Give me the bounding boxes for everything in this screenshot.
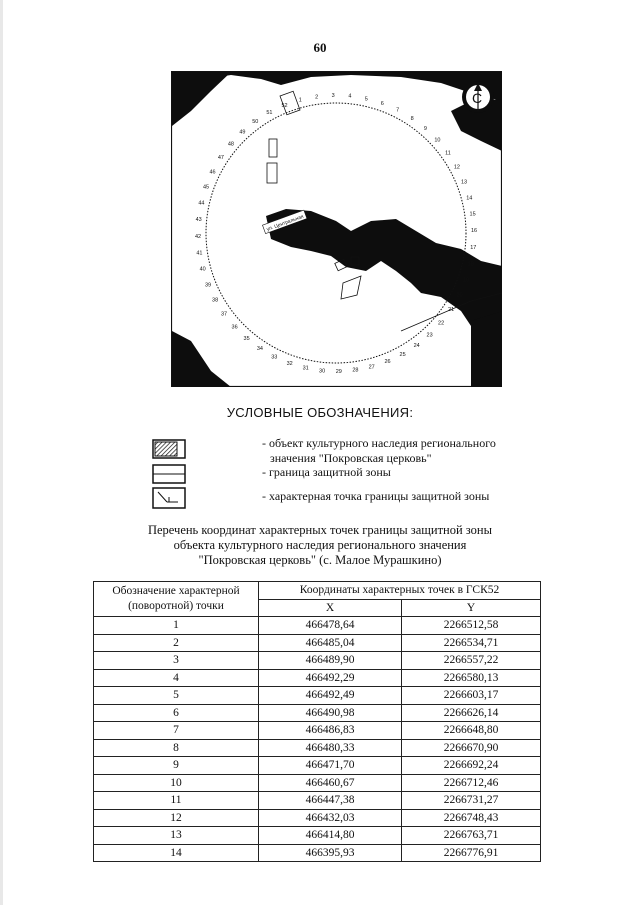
boundary-point-label: 25 [399,351,406,358]
boundary-point-label: 28 [352,367,359,374]
boundary-point-label: 18 [467,261,474,268]
table-cell-n: 4 [94,669,259,687]
page-number: 60 [313,40,327,55]
boundary-point-label: 46 [209,169,216,176]
table-row [94,722,541,740]
boundary-point-label: 41 [196,250,203,257]
table-cell-n: 10 [94,774,259,792]
table-row [94,757,541,775]
boundary-point-label: 22 [438,320,445,327]
table-cell-x: 466414,80 [259,827,402,845]
table-cell-x: 466447,38 [259,792,402,810]
coordinates-list-title [0,523,640,568]
table-cell-n: 6 [94,704,259,722]
boundary-point-label: 21 [448,307,455,314]
table-row [94,704,541,722]
table-cell-y: 2266763,71 [402,827,541,845]
boundary-point-label: 32 [286,361,293,367]
boundary-point-label: 27 [368,364,375,371]
boundary-point-label: 9 [423,125,427,132]
boundary-point-label: 30 [319,368,326,375]
boundary-point-label: 49 [239,129,246,136]
boundary-point-label: 31 [302,365,309,372]
table-cell-x: 466492,49 [259,687,402,705]
legend-text: значения "Покровская церковь" [270,451,432,465]
table-cell-n: 8 [94,739,259,757]
legend-text: - характерная точка границы защитной зоны [262,489,490,503]
table-cell-y: 2266512,58 [402,617,541,635]
list-title-line: Перечень координат характерных точек границы защитной зоны [147,523,493,537]
table-cell-n: 13 [94,827,259,845]
table-cell-x: 466486,83 [259,722,402,740]
table-cell-n: 14 [94,844,259,862]
table-cell-y: 2266712,46 [402,774,541,792]
coordinates-table-body [94,617,541,862]
table-row [94,827,541,845]
legend-text: - граница защитной зоны [262,465,391,479]
table-cell-n: 3 [94,652,259,670]
table-cell-n: 5 [94,687,259,705]
header-x: X [259,599,402,617]
boundary-point-label: 50 [252,119,259,125]
boundary-point-icon [152,487,186,509]
boundary-point-label: 35 [243,336,250,343]
boundary-point-label: 37 [220,311,228,318]
table-cell-n: 9 [94,757,259,775]
boundary-point-label: 33 [271,354,278,361]
svg-text:ул. Центральная: ул. Центральная [265,213,305,233]
table-cell-n: 7 [94,722,259,740]
boundary-point-label: 39 [204,282,212,289]
boundary-point-label: 52 [281,103,288,109]
boundary-point-label: 5 [364,96,368,103]
table-cell-x: 466480,33 [259,739,402,757]
table-row [94,844,541,862]
boundary-point-label: 44 [198,200,205,207]
table-cell-y: 2266626,14 [402,704,541,722]
header-text: Обозначение характерной [112,585,240,597]
table-cell-x: 466471,70 [259,757,402,775]
boundary-point-label: 24 [413,343,420,349]
table-cell-y: 2266692,24 [402,757,541,775]
boundary-point-label: 45 [202,184,210,191]
table-cell-y: 2266748,43 [402,809,541,827]
boundary-point-label: 15 [469,211,476,218]
table-cell-x: 466489,90 [259,652,402,670]
coordinates-table [93,581,541,862]
legend-title: УСЛОВНЫЕ ОБОЗНАЧЕНИЯ: [226,405,414,420]
boundary-point-label: 13 [460,179,468,186]
header-text: (поворотной) точки [128,600,224,612]
boundary-point-label: 29 [335,369,342,375]
boundary-point-label: 51 [266,110,273,117]
table-row [94,617,541,635]
table-cell-n: 2 [94,634,259,652]
boundary-point-label: 40 [199,266,206,273]
boundary-point-label: 1 [298,97,302,104]
table-row [94,687,541,705]
list-title-line: объекта культурного наследия регионального значения [173,538,467,552]
header-point-cell [94,582,259,617]
boundary-point-label: 34 [256,346,263,353]
boundary-point-label: 36 [231,324,238,331]
table-cell-x: 466478,64 [259,617,402,635]
table-cell-x: 466432,03 [259,809,402,827]
table-cell-x: 466395,93 [259,844,402,862]
table-cell-y: 2266731,27 [402,792,541,810]
boundary-point-label: 4 [348,93,352,100]
table-row [94,669,541,687]
boundary-point-label: 8 [410,115,414,122]
boundary-point-label: 47 [217,154,224,161]
header-coords: Координаты характерных точек в ГСК52 [259,582,541,600]
boundary-point-label: 38 [212,297,219,304]
boundary-point-label: 2 [315,94,319,101]
north-arrow-icon [462,81,494,113]
list-title-line: "Покровская церковь" (с. Малое Мурашкино) [198,553,442,567]
table-cell-y: 2266670,90 [402,739,541,757]
table-cell-x: 466460,67 [259,774,402,792]
table-cell-x: 466485,04 [259,634,402,652]
boundary-point-label: 26 [384,359,391,365]
table-cell-y: 2266557,22 [402,652,541,670]
boundary-point-label: 6 [380,101,384,107]
table-cell-y: 2266580,13 [402,669,541,687]
boundary-point-label: 7 [396,107,400,114]
table-cell-x: 466492,29 [259,669,402,687]
scan-edge [0,0,3,905]
boundary-point-label: 14 [466,195,473,202]
boundary-point-label: 12 [453,164,460,171]
hatched-square-icon [152,439,186,459]
table-row [94,634,541,652]
table-row [94,652,541,670]
table-cell-y: 2266534,71 [402,634,541,652]
boundary-point-label: 19 [462,277,470,284]
boundary-point-label: 10 [434,137,441,144]
table-row [94,792,541,810]
boundary-point-label: 11 [445,150,451,157]
table-cell-n: 11 [94,792,259,810]
boundary-point-label: 42 [194,233,202,240]
legend-text: - объект культурного наследия регионального [262,436,496,450]
table-cell-x: 466490,98 [259,704,402,722]
boundary-point-label: 48 [227,141,234,148]
header-y: Y [402,599,541,617]
table-cell-y: 2266603,17 [402,687,541,705]
boundary-point-label: 23 [426,332,433,339]
north-label: С [471,90,483,106]
table-cell-y: 2266776,91 [402,844,541,862]
boundary-point-label: 43 [195,217,202,224]
boundary-point-label: 17 [470,244,477,251]
table-row [94,809,541,827]
table-cell-n: 1 [94,617,259,635]
boundary-line-icon [152,464,186,484]
table-row [94,739,541,757]
boundary-point-label: 20 [456,292,463,299]
boundary-point-label: 16 [470,228,478,235]
protection-zone-map [171,71,502,387]
table-cell-n: 12 [94,809,259,827]
boundary-point-label: 3 [331,93,335,99]
table-cell-y: 2266648,80 [402,722,541,740]
table-row [94,774,541,792]
